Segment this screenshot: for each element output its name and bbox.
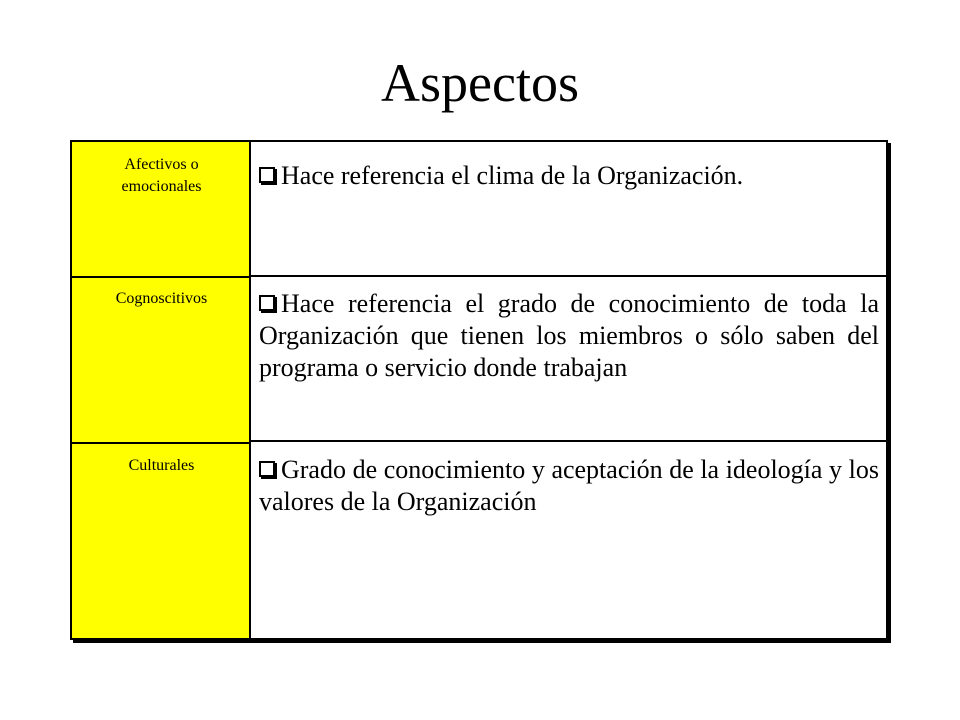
label-column — [70, 140, 249, 640]
label-divider — [72, 276, 251, 278]
row-label-afectivos: Afectivos o emocionales — [121, 156, 202, 195]
row-divider — [251, 275, 886, 277]
row-text: Hace referencia el clima de la Organización. — [281, 161, 744, 190]
row-content-cognoscitivos — [259, 288, 879, 384]
content-column — [249, 140, 888, 640]
row-content-afectivos — [259, 160, 879, 192]
square-bullet-icon — [259, 167, 275, 183]
slide-title: Aspectos — [381, 53, 579, 113]
aspects-table — [70, 140, 888, 640]
square-bullet-icon — [259, 461, 275, 477]
row-content-culturales — [259, 454, 879, 518]
row-label-cognoscitivos: Cognoscitivos — [115, 290, 208, 307]
row-text: Grado de conocimiento y aceptación de la ideología y los valores de la Organización — [259, 455, 879, 516]
row-text: Hace referencia el grado de conocimiento de toda la Organización que tienen los miembros o sólo saben del programa o servicio donde trabajan — [259, 289, 879, 382]
square-bullet-icon — [259, 295, 275, 311]
row-label-culturales: Culturales — [128, 457, 195, 474]
label-divider — [72, 442, 251, 444]
row-divider — [251, 440, 886, 442]
